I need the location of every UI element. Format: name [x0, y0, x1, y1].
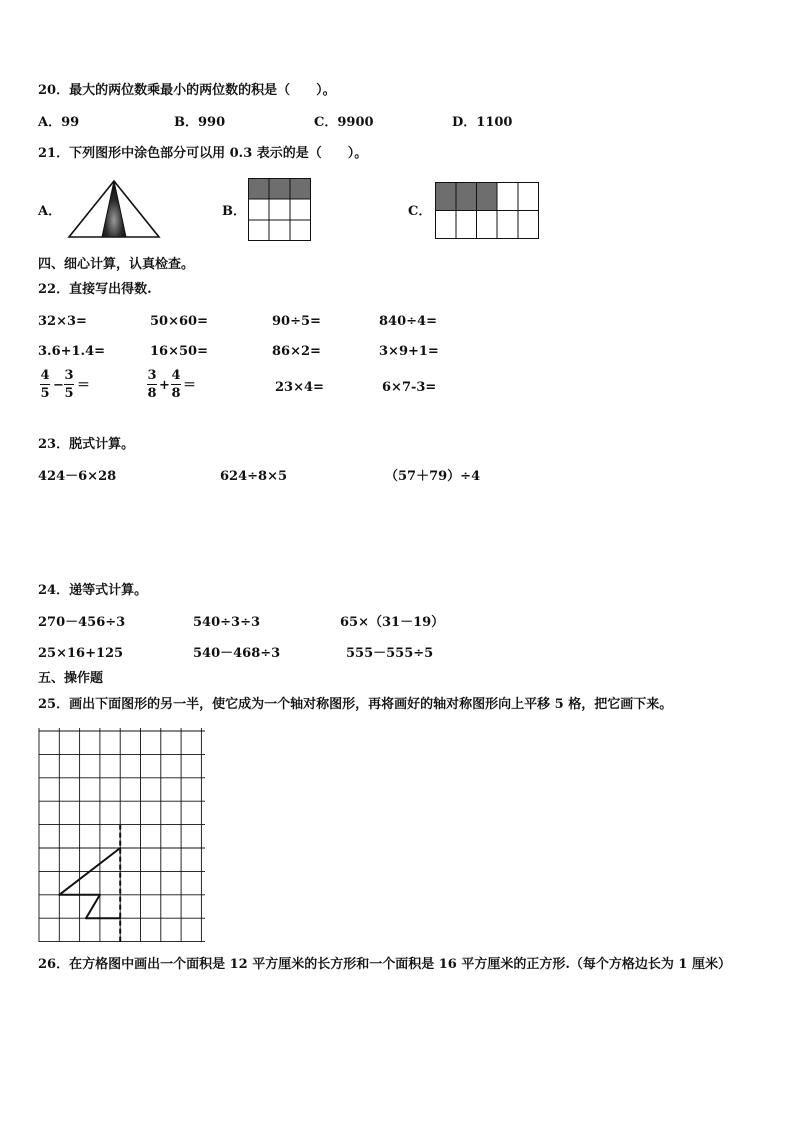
q22-frac2-b: 4 8	[171, 368, 181, 401]
q21-grid-c-figure	[435, 182, 541, 240]
q22-frac1-operator: −	[53, 378, 64, 393]
q22-r1-c4: 840÷4=	[379, 314, 437, 329]
q23-stem: 23．脱式计算。	[38, 437, 135, 452]
q24-r1-c3: 65×（31－19）	[340, 615, 445, 630]
q22-frac1-b: 3 5	[64, 368, 74, 401]
q22-r2-c2: 16×50=	[150, 344, 208, 359]
q22-frac1-a: 4 5	[40, 368, 50, 401]
q22-r1-c2: 50×60=	[150, 314, 208, 329]
q26-stem: 26．在方格图中画出一个面积是 12 平方厘米的长方形和一个面积是 16 平方厘米的正方形.（每个方格边长为 1 厘米）	[38, 957, 731, 972]
q21-grid-b-figure	[248, 178, 312, 242]
q21-triangle-figure	[66, 178, 162, 240]
q22-frac2-operator: +	[159, 378, 170, 393]
q24-r2-c3: 555－555÷5	[346, 646, 434, 661]
q23-item-3: （57＋79）÷4	[385, 469, 481, 484]
q24-r2-c2: 540－468÷3	[193, 646, 281, 661]
q22-frac2-equals: ＝	[183, 378, 197, 393]
section4-heading: 四、细心计算，认真检查。	[38, 257, 195, 272]
q21-label-b: B．	[222, 204, 246, 219]
q20-option-c: C．9900	[314, 115, 374, 130]
q22-stem: 22．直接写出得数.	[38, 282, 152, 297]
q25-stem: 25．画出下面图形的另一半，使它成为一个轴对称图形，再将画好的轴对称图形向上平移 5 格，把它画下来。	[38, 697, 673, 712]
q24-r1-c1: 270－456÷3	[38, 615, 126, 630]
section5-heading: 五、操作题	[38, 671, 104, 686]
q22-r3-c3: 23×4=	[275, 380, 324, 395]
q20-option-a: A．99	[38, 115, 80, 130]
q23-item-1: 424－6×28	[38, 469, 117, 484]
q22-r1-c3: 90÷5=	[272, 314, 321, 329]
q22-r3-c4: 6×7-3=	[382, 380, 437, 395]
q22-frac1-equals: ＝	[77, 378, 91, 393]
q21-label-c: C．	[408, 204, 432, 219]
q20-option-d: D．1100	[452, 115, 513, 130]
q22-frac2-a: 3 8	[147, 368, 157, 401]
q22-r2-c1: 3.6+1.4=	[38, 344, 106, 359]
q24-stem: 24．递等式计算。	[38, 583, 148, 598]
q21-stem: 21．下列图形中涂色部分可以用 0.3 表示的是（ ）。	[38, 146, 368, 161]
q21-label-a: A．	[38, 204, 62, 219]
q24-r1-c2: 540÷3÷3	[193, 615, 261, 630]
q23-item-2: 624÷8×5	[220, 469, 288, 484]
q24-r2-c1: 25×16+125	[38, 646, 124, 661]
q20-option-b: B．990	[174, 115, 226, 130]
q20-stem: 20．最大的两位数乘最小的两位数的积是（ ）。	[38, 83, 336, 98]
q22-r1-c1: 32×3=	[38, 314, 87, 329]
q25-grid-drawing	[36, 726, 208, 944]
q22-r2-c3: 86×2=	[272, 344, 321, 359]
q22-r2-c4: 3×9+1=	[379, 344, 439, 359]
